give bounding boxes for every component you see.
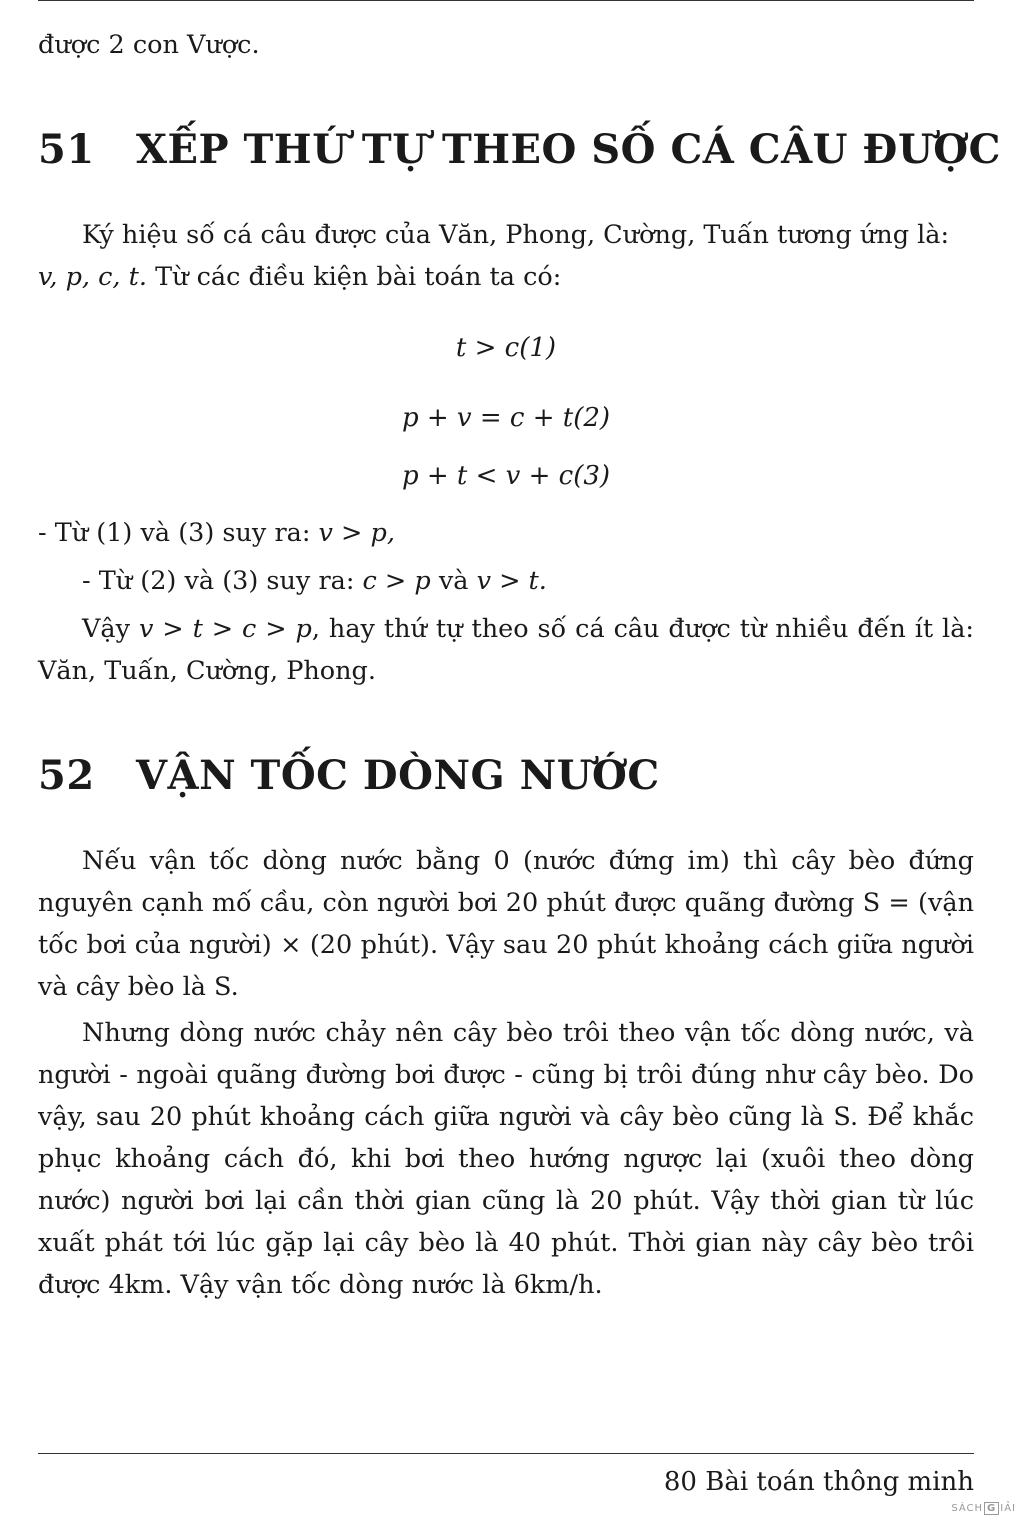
section-number: 52 xyxy=(38,752,95,799)
bottom-rule xyxy=(38,1453,974,1454)
section-51-heading xyxy=(38,126,1001,173)
section-52-body xyxy=(38,840,974,1306)
section-51-deductions xyxy=(38,512,974,692)
variables-math: v, p, c, t. xyxy=(38,262,147,292)
top-rule xyxy=(38,0,974,1)
conclusion: Vậy v > t > c > p, hay thứ tự theo số cá câu được từ nhiều đến ít là: Văn, Tuấn, Cường, Phong. xyxy=(38,614,974,686)
section-52-paragraph-2: Nhưng dòng nước chảy nên cây bèo trôi theo vận tốc dòng nước, và người - ngoài quãng đường bơi được - cũng bị trôi đúng như cây bèo. Do vậy, sau 20 phút khoảng cách giữa người và cây bèo cũng là S. Để khắc phục khoảng cách đó, khi bơi theo hướng ngược lại (xuôi theo dòng nước) người bơi lại cần thời gian cũng là 20 phút. Vậy thời gian từ lúc xuất phát tới lúc gặp lại cây bèo là 40 phút. Thời gian này cây bèo trôi được 4km. Vậy vận tốc dòng nước là 6km/h. xyxy=(38,1018,974,1300)
section-number: 51 xyxy=(38,126,95,173)
equation-2: p + v = c + t(2) xyxy=(401,403,611,433)
equation-1: t > c(1) xyxy=(455,333,557,363)
intro-line: được 2 con Vược. xyxy=(38,30,260,60)
deduction-2: - Từ (2) và (3) suy ra: c > p và v > t. xyxy=(82,566,547,596)
section-52-heading xyxy=(38,752,974,799)
footer-book-title: 80 Bài toán thông minh xyxy=(663,1467,974,1497)
deduction-1: - Từ (1) và (3) suy ra: v > p, xyxy=(38,518,395,548)
section-title: VẬN TỐC DÒNG NƯỚC xyxy=(136,752,660,799)
section-52-paragraph-1: Nếu vận tốc dòng nước bằng 0 (nước đứng im) thì cây bèo đứng nguyên cạnh mố cầu, còn người bơi 20 phút được quãng đường S = (vận tốc bơi của người) × (20 phút). Vậy sau 20 phút khoảng cách giữa người và cây bèo là S. xyxy=(38,846,974,1002)
equation-3: p + t < v + c(3) xyxy=(401,461,611,491)
section-title: XẾP THỨ TỰ THEO SỐ CÁ CÂU ĐƯỢC xyxy=(136,126,1001,173)
watermark-logo: SÁCH G IẢI xyxy=(951,1503,1016,1514)
section-51-paragraph-1: Ký hiệu số cá câu được của Văn, Phong, Cường, Tuấn tương ứng là: v, p, c, t. Từ các điều kiện bài toán ta có: xyxy=(38,220,950,292)
equation-block xyxy=(38,328,974,508)
